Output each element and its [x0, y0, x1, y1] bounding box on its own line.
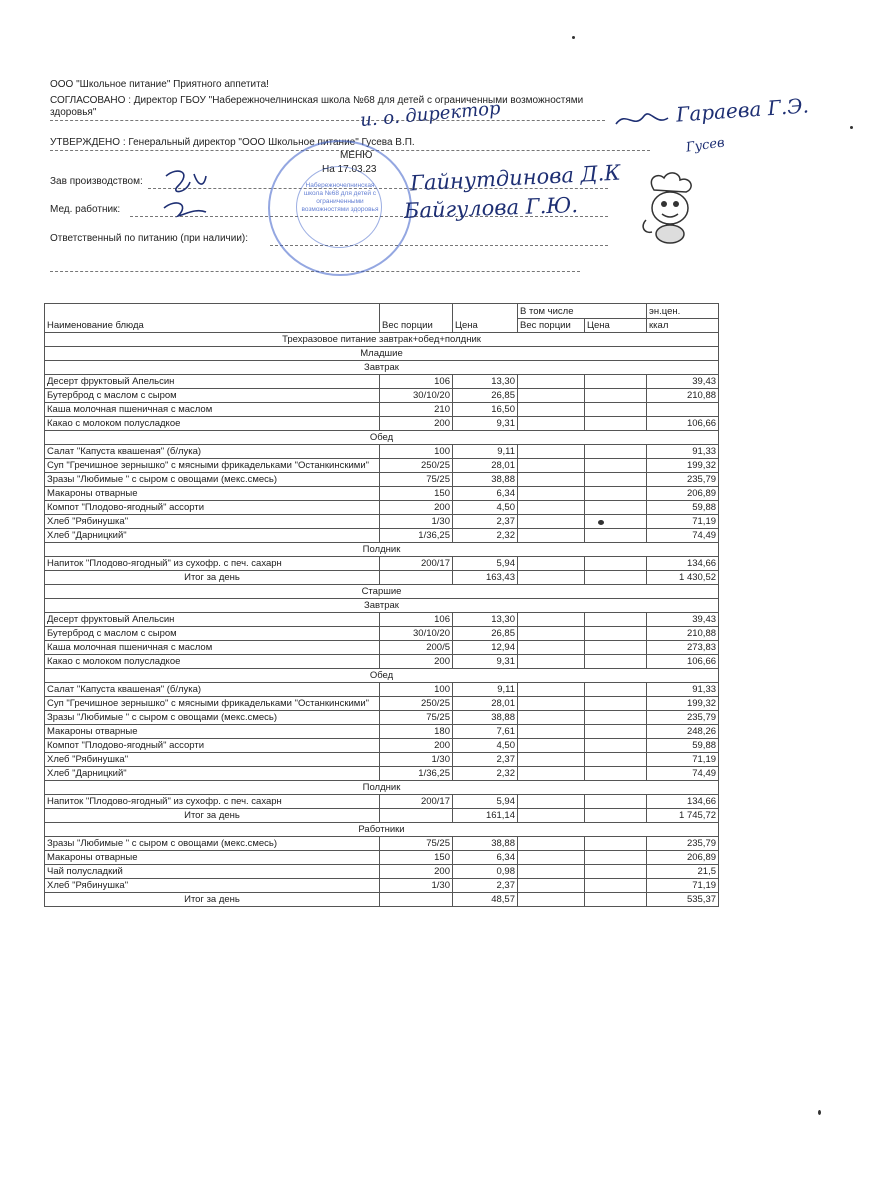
sub-weight	[518, 529, 585, 543]
dish-kcal: 248,26	[647, 725, 719, 739]
sub-price	[585, 697, 647, 711]
dish-weight: 200	[380, 655, 453, 669]
dish-price: 2,32	[453, 529, 518, 543]
table-row	[45, 487, 719, 501]
dish-name: Каша молочная пшеничная с маслом	[45, 403, 380, 417]
dish-name: Компот "Плодово-ягодный" ассорти	[45, 739, 380, 753]
sub-weight	[518, 613, 585, 627]
sub-weight	[518, 403, 585, 417]
sub-price	[585, 515, 647, 529]
table-row	[45, 529, 719, 543]
dish-price: 6,34	[453, 851, 518, 865]
dish-kcal: 39,43	[647, 375, 719, 389]
dish-price: 7,61	[453, 725, 518, 739]
dish-price: 9,11	[453, 683, 518, 697]
dish-weight: 106	[380, 613, 453, 627]
dish-weight: 200/5	[380, 641, 453, 655]
dish-name: Хлеб "Дарницкий"	[45, 767, 380, 781]
dish-kcal: 535,37	[647, 893, 719, 907]
director-scribble-icon	[612, 104, 672, 134]
dish-price: 4,50	[453, 501, 518, 515]
dish-price: 6,34	[453, 487, 518, 501]
dish-kcal: 199,32	[647, 459, 719, 473]
section-title: Завтрак	[45, 599, 719, 613]
director-name-signature: Гараева Г.Э.	[675, 93, 810, 127]
dish-kcal: 210,88	[647, 627, 719, 641]
sub-weight	[518, 627, 585, 641]
dish-price: 161,14	[453, 809, 518, 823]
sub-price	[585, 501, 647, 515]
dish-price: 26,85	[453, 627, 518, 641]
dish-price: 9,31	[453, 417, 518, 431]
dish-kcal: 106,66	[647, 655, 719, 669]
sub-weight	[518, 865, 585, 879]
table-row	[45, 557, 719, 571]
table-row	[45, 515, 719, 529]
dish-weight: 106	[380, 375, 453, 389]
sub-weight	[518, 795, 585, 809]
section-title: Обед	[45, 669, 719, 683]
production-signature: Гайнутдинова Д.К	[409, 160, 622, 196]
dish-kcal: 21,5	[647, 865, 719, 879]
dish-name: Зразы "Любимые " с сыром с овощами (мекс.смесь)	[45, 837, 380, 851]
sub-price	[585, 655, 647, 669]
table-row	[45, 501, 719, 515]
scan-speck	[598, 520, 604, 525]
production-scribble-icon	[160, 164, 210, 224]
dish-name: Напиток "Плодово-ягодный" из сухофр. с печ. сахарн	[45, 557, 380, 571]
sub-price	[585, 753, 647, 767]
table-row	[45, 697, 719, 711]
dish-name: Итог за день	[45, 809, 380, 823]
sub-price	[585, 571, 647, 585]
agreed-line-2: здоровья"	[50, 107, 97, 118]
total-row	[45, 571, 719, 585]
dish-price: 38,88	[453, 473, 518, 487]
dish-name: Десерт фруктовый Апельсин	[45, 613, 380, 627]
company-line: ООО "Школьное питание" Приятного аппетита!	[50, 79, 269, 90]
dish-kcal: 273,83	[647, 641, 719, 655]
menu-date: На 17.03.23	[322, 164, 377, 175]
head-name: Наименование блюда	[45, 304, 380, 333]
head-energy-2: ккал	[647, 318, 719, 333]
dish-name: Хлеб "Рябинушка"	[45, 879, 380, 893]
sub-price	[585, 417, 647, 431]
table-row	[45, 445, 719, 459]
medic-signature: Байгулова Г.Ю.	[403, 192, 579, 224]
dish-price: 5,94	[453, 557, 518, 571]
dish-price: 9,31	[453, 655, 518, 669]
dish-name: Суп "Гречишное зернышко" с мясными фрикадельками "Останкинскими"	[45, 459, 380, 473]
sub-price	[585, 445, 647, 459]
sub-weight	[518, 459, 585, 473]
dish-kcal: 59,88	[647, 739, 719, 753]
dish-weight: 1/36,25	[380, 767, 453, 781]
sub-price	[585, 613, 647, 627]
sub-weight	[518, 753, 585, 767]
dish-kcal: 106,66	[647, 417, 719, 431]
dish-price: 28,01	[453, 459, 518, 473]
dish-kcal: 235,79	[647, 837, 719, 851]
sub-weight	[518, 655, 585, 669]
section-row	[45, 585, 719, 599]
sub-price	[585, 473, 647, 487]
dish-name: Хлеб "Рябинушка"	[45, 515, 380, 529]
sub-weight	[518, 445, 585, 459]
sub-price	[585, 865, 647, 879]
dish-price: 13,30	[453, 375, 518, 389]
sub-weight	[518, 501, 585, 515]
dish-weight	[380, 893, 453, 907]
dish-weight: 100	[380, 445, 453, 459]
dish-weight	[380, 809, 453, 823]
sub-price	[585, 879, 647, 893]
section-title: Полдник	[45, 543, 719, 557]
sub-price	[585, 809, 647, 823]
sub-weight	[518, 571, 585, 585]
dish-kcal: 91,33	[647, 683, 719, 697]
table-row	[45, 403, 719, 417]
dish-weight: 75/25	[380, 711, 453, 725]
dish-price: 2,32	[453, 767, 518, 781]
dish-name: Итог за день	[45, 571, 380, 585]
section-row	[45, 781, 719, 795]
dish-weight: 200	[380, 865, 453, 879]
dish-kcal: 134,66	[647, 795, 719, 809]
table-row	[45, 655, 719, 669]
school-stamp	[268, 140, 412, 276]
dish-price: 38,88	[453, 711, 518, 725]
dish-name: Десерт фруктовый Апельсин	[45, 375, 380, 389]
sub-price	[585, 627, 647, 641]
section-row	[45, 669, 719, 683]
menu-title: МЕНЮ	[340, 150, 373, 161]
section-title: Старшие	[45, 585, 719, 599]
sub-weight	[518, 711, 585, 725]
sub-price	[585, 641, 647, 655]
table-row	[45, 711, 719, 725]
table-row	[45, 389, 719, 403]
sub-weight	[518, 487, 585, 501]
dish-name: Салат "Капуста квашеная" (б/лука)	[45, 445, 380, 459]
table-row	[45, 851, 719, 865]
sub-price	[585, 767, 647, 781]
dish-price: 163,43	[453, 571, 518, 585]
sub-price	[585, 375, 647, 389]
dish-kcal: 206,89	[647, 487, 719, 501]
dish-price: 2,37	[453, 753, 518, 767]
sub-weight	[518, 697, 585, 711]
sub-weight	[518, 557, 585, 571]
responsible-label: Ответственный по питанию (при наличии):	[50, 233, 249, 244]
agreed-underline	[50, 120, 605, 121]
sub-price	[585, 837, 647, 851]
dish-price: 9,11	[453, 445, 518, 459]
dish-weight: 1/36,25	[380, 529, 453, 543]
sub-price	[585, 557, 647, 571]
dish-weight: 1/30	[380, 879, 453, 893]
sub-price	[585, 389, 647, 403]
dish-name: Компот "Плодово-ягодный" ассорти	[45, 501, 380, 515]
table-row	[45, 739, 719, 753]
menu-table	[44, 303, 719, 907]
table-row	[45, 725, 719, 739]
dish-weight: 30/10/20	[380, 389, 453, 403]
section-title: Обед	[45, 431, 719, 445]
table-row	[45, 683, 719, 697]
dish-price: 26,85	[453, 389, 518, 403]
stamp-text: Набережночелнинская школа №68 для детей с ограниченными возможностями здоровья	[301, 182, 379, 213]
dish-weight: 250/25	[380, 697, 453, 711]
scan-speck	[850, 126, 853, 129]
sub-weight	[518, 375, 585, 389]
medic-label: Мед. работник:	[50, 204, 121, 215]
section-row	[45, 333, 719, 347]
production-label: Зав производством:	[50, 176, 143, 187]
sub-price	[585, 725, 647, 739]
dish-kcal: 74,49	[647, 529, 719, 543]
approved-line: УТВЕРЖДЕНО : Генеральный директор "ООО Школьное питание" Гусева В.П.	[50, 137, 415, 148]
dish-name: Макароны отварные	[45, 487, 380, 501]
section-row	[45, 543, 719, 557]
dish-name: Зразы "Любимые " с сыром с овощами (мекс.смесь)	[45, 473, 380, 487]
sub-weight	[518, 725, 585, 739]
sub-weight	[518, 837, 585, 851]
dish-name: Хлеб "Дарницкий"	[45, 529, 380, 543]
dish-price: 4,50	[453, 739, 518, 753]
table-row	[45, 473, 719, 487]
dish-weight: 1/30	[380, 753, 453, 767]
dish-weight: 150	[380, 487, 453, 501]
table-row	[45, 375, 719, 389]
dish-weight: 200	[380, 417, 453, 431]
dish-weight: 180	[380, 725, 453, 739]
dish-price: 28,01	[453, 697, 518, 711]
sub-price	[585, 739, 647, 753]
dish-price: 48,57	[453, 893, 518, 907]
sub-price	[585, 851, 647, 865]
dish-weight: 200	[380, 501, 453, 515]
sub-weight	[518, 879, 585, 893]
dish-price: 38,88	[453, 837, 518, 851]
section-title: Полдник	[45, 781, 719, 795]
agreed-line: СОГЛАСОВАНО : Директор ГБОУ "Набережночелнинская школа №68 для детей с ограниченными возможностями	[50, 95, 584, 106]
sub-weight	[518, 739, 585, 753]
table-row	[45, 641, 719, 655]
dish-name: Бутерброд с маслом с сыром	[45, 389, 380, 403]
section-row	[45, 599, 719, 613]
dish-price: 12,94	[453, 641, 518, 655]
section-row	[45, 347, 719, 361]
sub-weight	[518, 515, 585, 529]
dish-weight: 150	[380, 851, 453, 865]
table-row	[45, 417, 719, 431]
dish-name: Каша молочная пшеничная с маслом	[45, 641, 380, 655]
head-energy-1: эн.цен.	[647, 304, 719, 319]
scan-speck	[818, 1110, 821, 1115]
dish-weight: 200	[380, 739, 453, 753]
dish-kcal: 1 430,52	[647, 571, 719, 585]
sub-weight	[518, 389, 585, 403]
gd-signature: Гусев	[685, 135, 726, 156]
head-including: В том числе	[518, 304, 647, 319]
dish-kcal: 91,33	[647, 445, 719, 459]
table-row	[45, 753, 719, 767]
dish-kcal: 59,88	[647, 501, 719, 515]
total-row	[45, 893, 719, 907]
section-row	[45, 823, 719, 837]
dish-kcal: 210,88	[647, 389, 719, 403]
dish-name: Какао с молоком полусладкое	[45, 655, 380, 669]
sub-price	[585, 403, 647, 417]
table-head-row-1	[45, 304, 719, 319]
dish-name: Итог за день	[45, 893, 380, 907]
dish-weight: 75/25	[380, 837, 453, 851]
sub-weight	[518, 473, 585, 487]
dish-name: Салат "Капуста квашеная" (б/лука)	[45, 683, 380, 697]
head-sub-weight: Вес порции	[518, 318, 585, 333]
dish-price: 2,37	[453, 515, 518, 529]
sub-weight	[518, 417, 585, 431]
dish-name: Чай полусладкий	[45, 865, 380, 879]
sub-weight	[518, 641, 585, 655]
dish-price: 5,94	[453, 795, 518, 809]
head-sub-price: Цена	[585, 318, 647, 333]
dish-name: Зразы "Любимые " с сыром с овощами (мекс.смесь)	[45, 711, 380, 725]
dish-name: Макароны отварные	[45, 851, 380, 865]
scan-speck	[572, 36, 575, 39]
sub-weight	[518, 851, 585, 865]
section-row	[45, 361, 719, 375]
section-row	[45, 431, 719, 445]
sub-weight	[518, 683, 585, 697]
dish-name: Бутерброд с маслом с сыром	[45, 627, 380, 641]
sub-price	[585, 459, 647, 473]
section-title: Завтрак	[45, 361, 719, 375]
head-weight: Вес порции	[380, 304, 453, 333]
dish-name: Хлеб "Рябинушка"	[45, 753, 380, 767]
sub-weight	[518, 767, 585, 781]
section-title: Трехразовое питание завтрак+обед+полдник	[45, 333, 719, 347]
dish-weight: 30/10/20	[380, 627, 453, 641]
sub-weight	[518, 809, 585, 823]
dish-weight: 200/17	[380, 795, 453, 809]
dish-weight: 200/17	[380, 557, 453, 571]
dish-weight: 250/25	[380, 459, 453, 473]
dish-weight: 100	[380, 683, 453, 697]
dish-name: Макароны отварные	[45, 725, 380, 739]
head-price: Цена	[453, 304, 518, 333]
sub-price	[585, 795, 647, 809]
sub-price	[585, 711, 647, 725]
dish-kcal: 39,43	[647, 613, 719, 627]
director-signature: и. о. директор	[359, 97, 502, 132]
dish-kcal: 235,79	[647, 473, 719, 487]
total-row	[45, 809, 719, 823]
dish-weight: 75/25	[380, 473, 453, 487]
table-row	[45, 613, 719, 627]
section-title: Младшие	[45, 347, 719, 361]
dish-kcal: 206,89	[647, 851, 719, 865]
sub-price	[585, 683, 647, 697]
dish-weight: 210	[380, 403, 453, 417]
dish-kcal: 134,66	[647, 557, 719, 571]
table-row	[45, 627, 719, 641]
dish-weight: 1/30	[380, 515, 453, 529]
dish-name: Напиток "Плодово-ягодный" из сухофр. с печ. сахарн	[45, 795, 380, 809]
section-title: Работники	[45, 823, 719, 837]
table-row	[45, 879, 719, 893]
dish-price: 2,37	[453, 879, 518, 893]
dish-price: 16,50	[453, 403, 518, 417]
dish-kcal: 235,79	[647, 711, 719, 725]
dish-kcal	[647, 403, 719, 417]
sub-price	[585, 529, 647, 543]
dish-price: 13,30	[453, 613, 518, 627]
dish-kcal: 71,19	[647, 879, 719, 893]
dish-price: 0,98	[453, 865, 518, 879]
table-row	[45, 459, 719, 473]
dish-kcal: 74,49	[647, 767, 719, 781]
sub-price	[585, 893, 647, 907]
dish-kcal: 71,19	[647, 753, 719, 767]
dish-name: Суп "Гречишное зернышко" с мясными фрикадельками "Останкинскими"	[45, 697, 380, 711]
table-row	[45, 865, 719, 879]
chef-mascot-icon	[636, 170, 704, 244]
sub-weight	[518, 893, 585, 907]
dish-kcal: 199,32	[647, 697, 719, 711]
dish-kcal: 71,19	[647, 515, 719, 529]
dish-weight	[380, 571, 453, 585]
table-row	[45, 837, 719, 851]
sub-price	[585, 487, 647, 501]
dish-kcal: 1 745,72	[647, 809, 719, 823]
table-row	[45, 767, 719, 781]
table-row	[45, 795, 719, 809]
dish-name: Какао с молоком полусладкое	[45, 417, 380, 431]
